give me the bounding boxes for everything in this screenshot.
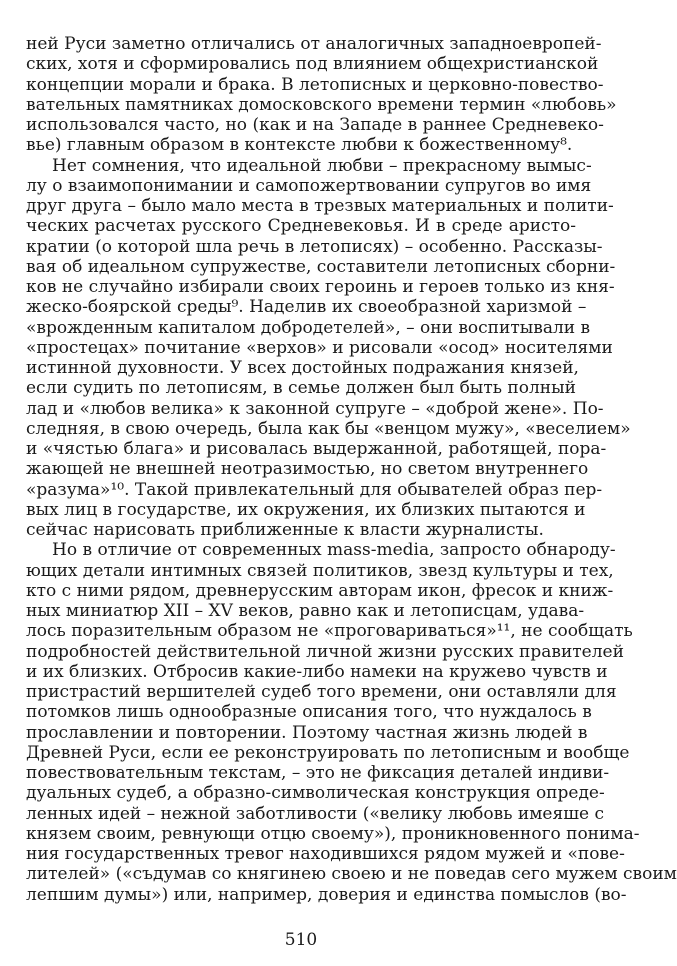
text-line: прославлении и повторении. Поэтому частная жизнь людей в <box>26 722 588 743</box>
text-line: лепшим думы») или, например, доверия и единства помыслов (во- <box>26 884 627 905</box>
text-line: вье) главным образом в контексте любви к божественному⁸. <box>26 135 573 156</box>
page-number: 510 <box>284 930 318 950</box>
text-line: «разума»¹⁰. Такой привлекательный для обывателей образ пер- <box>26 479 603 500</box>
text-line: друг друга – было мало места в трезвых материальных и полити- <box>26 196 614 216</box>
text-line: подробностей действительной личной жизни русских правителей <box>26 641 624 662</box>
text-line: ния государственных тревог находившихся рядом мужей и «пове- <box>26 844 625 864</box>
text-line: ков не случайно избирали своих героинь и героев только из кня- <box>26 277 615 297</box>
text-line: ческих расчетах русского Средневековья. И в среде аристо- <box>26 216 576 237</box>
text-line: концепции морали и брака. В летописных и церковно-повество- <box>26 74 604 95</box>
text-line: князем своим, ревнующи отцю своему»), проникновенного понима- <box>26 823 640 844</box>
text-line: повествовательным текстам, – это не фиксация деталей индиви- <box>26 763 610 783</box>
text-line: сейчас нарисовать приближенные к власти журналисты. <box>26 520 544 540</box>
text-line: ных миниатюр XII – XV веков, равно как и летописцам, удава- <box>26 601 585 621</box>
text-line: дуальных судеб, а образно-символическая конструкция опреде- <box>26 783 605 804</box>
text-line: лад и «любов велика» к законной супруге – «доброй жене». По- <box>26 398 604 419</box>
text-line: вательных памятниках домосковского времени термин «любовь» <box>26 94 617 115</box>
text-line: Древней Руси, если ее реконструировать по летописным и вообще <box>26 742 630 763</box>
text-line: жеско-боярской среды⁹. Наделив их своеобразной харизмой – <box>26 297 587 318</box>
paragraph-2 <box>26 155 631 541</box>
text-line: «простецах» почитание «верхов» и рисовали «осод» носителями <box>26 337 613 358</box>
text-line: Нет сомнения, что идеальной любви – прекрасному вымыс- <box>52 155 592 176</box>
text-line: следняя, в свою очередь, была как бы «венцом мужу», «веселием» <box>26 418 631 439</box>
text-line: ющих детали интимных связей политиков, звезд культуры и тех, <box>26 560 614 581</box>
text-line: лу о взаимопонимании и самопожертвовании супругов во имя <box>26 175 592 196</box>
text-line: кто с ними рядом, древнерусским авторам икон, фресок и книж- <box>26 580 614 601</box>
paragraph-3 <box>26 540 677 905</box>
text-line: использовался часто, но (как и на Западе в раннее Средневеко- <box>26 115 604 135</box>
text-line: истинной духовности. У всех достойных подражания князей, <box>26 358 579 378</box>
text-line: «врожденным капиталом добродетелей», – они воспитывали в <box>26 317 591 338</box>
paragraph-1 <box>26 34 617 156</box>
text-line: если судить по летописям, в семье должен был быть полный <box>26 378 576 399</box>
document-page <box>26 34 677 950</box>
text-line: и их близких. Отбросив какие-либо намеки на кружево чувств и <box>26 661 608 682</box>
text-line: жающей не внешней неотразимостью, но светом внутреннего <box>26 459 589 480</box>
text-line: ских, хотя и сформировались под влиянием общехристианской <box>26 54 599 75</box>
text-line: лось поразительным образом не «проговариваться»¹¹, не сообщать <box>26 621 633 642</box>
text-line: вая об идеальном супружестве, составители летописных сборни- <box>26 256 616 277</box>
text-line: пристрастий вершителей судеб того времени, они оставляли для <box>26 682 617 702</box>
text-line: кратии (о которой шла речь в летописях) – особенно. Рассказы- <box>26 236 603 257</box>
text-line: ленных идей – нежной заботливости («велику любовь имеяше с <box>26 803 604 824</box>
text-line: Но в отличие от современных mass-media, запросто обнароду- <box>52 540 616 561</box>
text-line: потомков лишь однообразные описания того, что нуждалось в <box>26 702 592 723</box>
text-line: и «чястью блага» и рисовалась выдержанной, работящей, пора- <box>26 439 607 459</box>
text-line: лителей» («съдумав со княгинею своею и не поведав сего мужем своим <box>26 864 677 885</box>
text-line: ней Руси заметно отличались от аналогичных западноевропей- <box>26 34 602 54</box>
text-line: вых лиц в государстве, их окружения, их близких пытаются и <box>26 499 586 520</box>
